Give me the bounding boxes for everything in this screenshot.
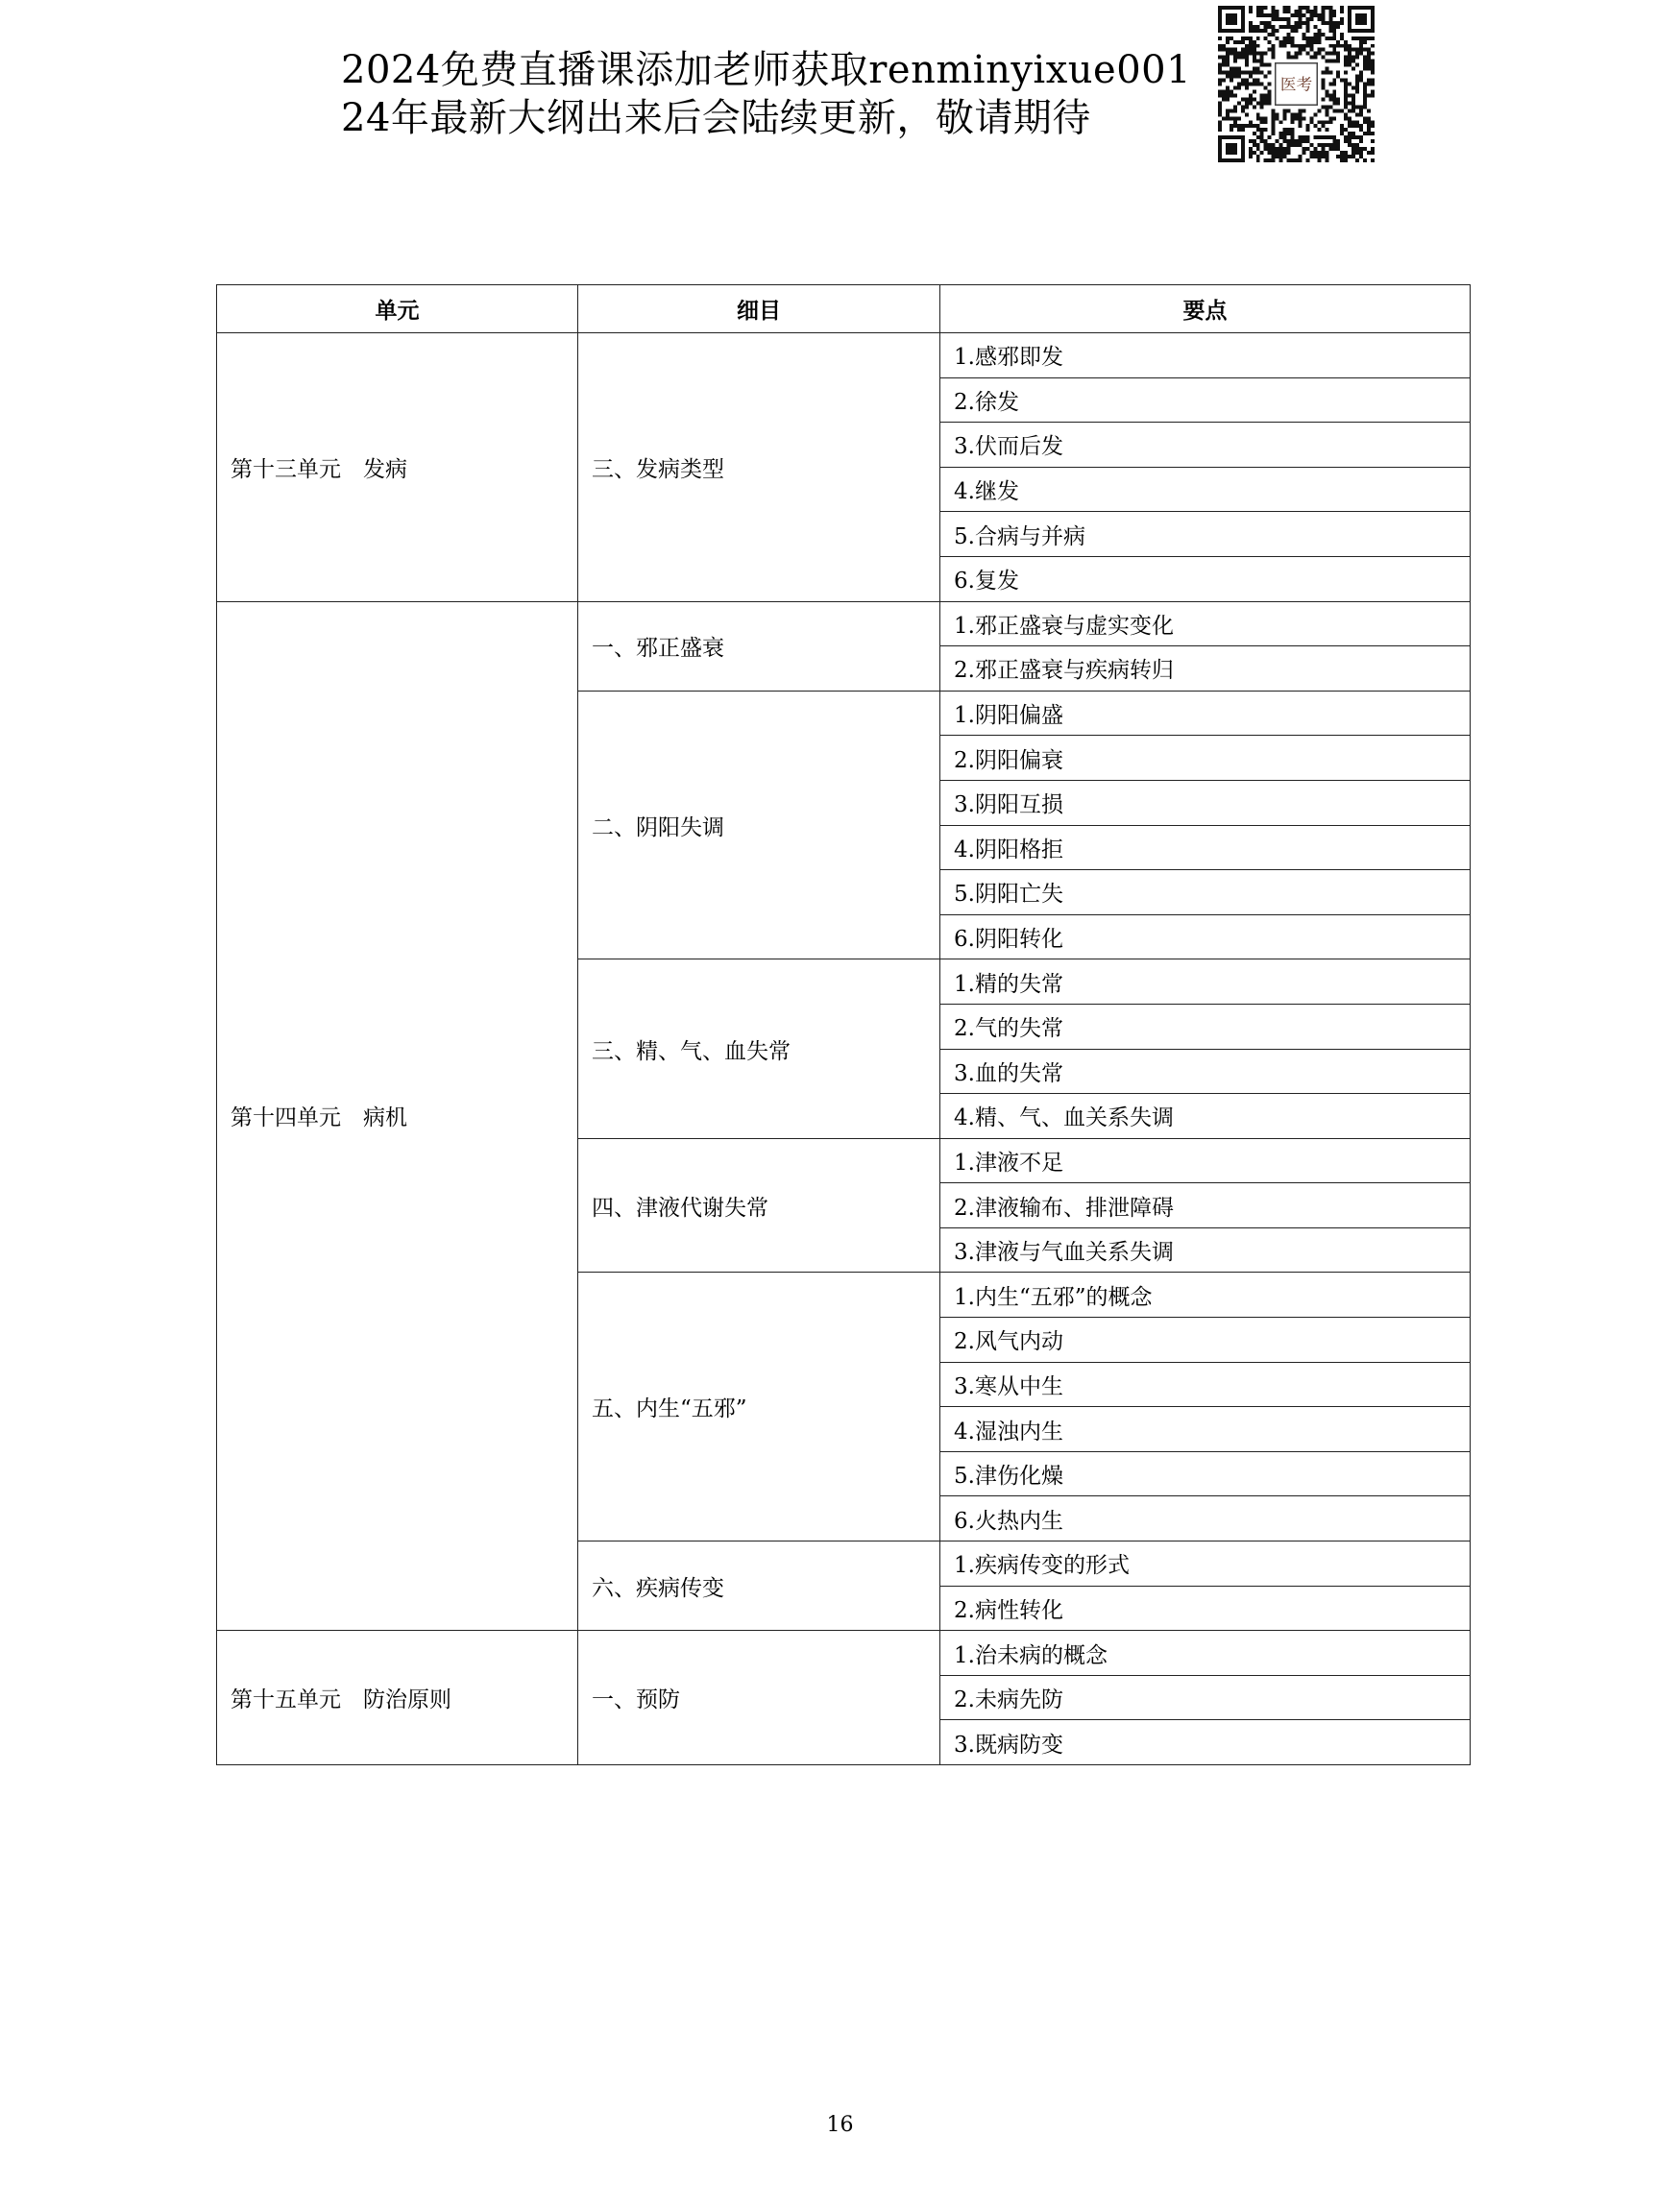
unit-cell: 第十三单元 发病: [217, 333, 578, 602]
point-cell: 5.津伤化燥: [940, 1451, 1471, 1496]
item-cell: 五、内生“五邪”: [578, 1273, 940, 1541]
point-cell: 2.阴阳偏衰: [940, 736, 1471, 781]
item-cell: 二、阴阳失调: [578, 691, 940, 959]
point-cell: 3.津液与气血关系失调: [940, 1227, 1471, 1273]
item-cell: 六、疾病传变: [578, 1541, 940, 1631]
point-cell: 6.复发: [940, 556, 1471, 601]
item-cell: 四、津液代谢失常: [578, 1138, 940, 1273]
promo-banner: [341, 46, 1191, 142]
point-cell: 6.阴阳转化: [940, 914, 1471, 959]
unit-cell: 第十四单元 病机: [217, 601, 578, 1631]
point-cell: 1.阴阳偏盛: [940, 691, 1471, 736]
promo-line-1: 2024免费直播课添加老师获取renminyixue001: [341, 48, 1192, 92]
item-cell: 一、预防: [578, 1631, 940, 1765]
point-cell: 4.阴阳格拒: [940, 825, 1471, 870]
point-cell: 1.邪正盛衰与虚实变化: [940, 601, 1471, 646]
point-cell: 1.疾病传变的形式: [940, 1541, 1471, 1587]
point-cell: 4.继发: [940, 467, 1471, 512]
point-cell: 1.内生“五邪”的概念: [940, 1273, 1471, 1318]
point-cell: 4.精、气、血关系失调: [940, 1094, 1471, 1139]
point-cell: 5.合病与并病: [940, 512, 1471, 557]
point-cell: 1.精的失常: [940, 959, 1471, 1005]
table-row: [217, 1631, 1471, 1676]
point-cell: 6.火热内生: [940, 1496, 1471, 1541]
qr-code-icon: [1218, 6, 1375, 162]
point-cell: 3.阴阳互损: [940, 780, 1471, 825]
promo-line-2: 24年最新大纲出来后会陆续更新，敬请期待: [341, 96, 1091, 140]
point-cell: 2.津液输布、排泄障碍: [940, 1183, 1471, 1228]
header-point: 要点: [940, 285, 1471, 333]
point-cell: 3.既病防变: [940, 1720, 1471, 1765]
point-cell: 2.病性转化: [940, 1586, 1471, 1631]
header-item: 细目: [578, 285, 940, 333]
point-cell: 4.湿浊内生: [940, 1407, 1471, 1452]
point-cell: 2.气的失常: [940, 1004, 1471, 1049]
point-cell: 2.风气内动: [940, 1318, 1471, 1363]
page-number: 16: [826, 2113, 854, 2137]
header-unit: 单元: [217, 285, 578, 333]
point-cell: 3.血的失常: [940, 1049, 1471, 1094]
table-row: [217, 601, 1471, 646]
table-header-row: [217, 285, 1471, 333]
unit-cell: 第十五单元 防治原则: [217, 1631, 578, 1765]
point-cell: 1.津液不足: [940, 1138, 1471, 1183]
point-cell: 3.伏而后发: [940, 423, 1471, 468]
point-cell: 5.阴阳亡失: [940, 870, 1471, 915]
point-cell: 1.感邪即发: [940, 333, 1471, 378]
point-cell: 1.治未病的概念: [940, 1631, 1471, 1676]
point-cell: 3.寒从中生: [940, 1362, 1471, 1407]
item-cell: 三、精、气、血失常: [578, 959, 940, 1138]
item-cell: 一、邪正盛衰: [578, 601, 940, 691]
point-cell: 2.徐发: [940, 377, 1471, 423]
qr-center-label: 医考: [1279, 75, 1313, 94]
point-cell: 2.未病先防: [940, 1675, 1471, 1720]
point-cell: 2.邪正盛衰与疾病转归: [940, 646, 1471, 692]
table-row: [217, 333, 1471, 378]
syllabus-table: [216, 284, 1471, 1765]
item-cell: 三、发病类型: [578, 333, 940, 602]
